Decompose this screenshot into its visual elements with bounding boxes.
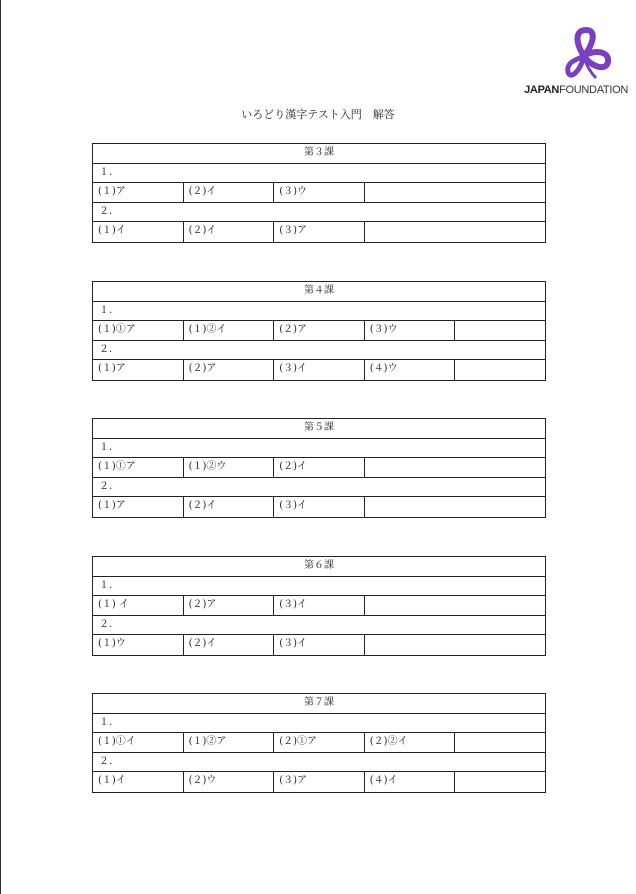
answer-cell: (２)ア xyxy=(274,321,365,340)
answer-cell: (２)②イ xyxy=(365,733,456,752)
japan-foundation-logo xyxy=(520,26,630,102)
answer-cell: (３)イ xyxy=(274,635,365,655)
answer-cell: (１)②ウ xyxy=(184,458,275,477)
answer-cell: (１)ア xyxy=(93,360,184,380)
answer-row xyxy=(93,772,545,792)
section-label: ２. xyxy=(93,341,545,361)
answer-cell: (１) イ xyxy=(93,596,184,615)
answer-row xyxy=(93,458,545,478)
answer-row xyxy=(93,360,545,380)
lesson-table xyxy=(92,556,546,656)
lesson-table xyxy=(92,281,546,381)
answer-cell: (１)②イ xyxy=(184,321,275,340)
answer-row xyxy=(93,321,545,341)
answer-cell xyxy=(455,733,545,752)
answer-row xyxy=(93,222,545,242)
answer-cell: (１)①イ xyxy=(93,733,184,752)
logo-text: JAPANFOUNDATION xyxy=(524,84,628,96)
answer-row xyxy=(93,596,545,616)
answer-cell xyxy=(365,222,545,242)
answer-cell: (３)イ xyxy=(274,596,365,615)
answer-cell: (４)ウ xyxy=(365,360,456,380)
answer-cell: (２)イ xyxy=(184,497,275,517)
section-label: ２. xyxy=(93,753,545,773)
answer-row xyxy=(93,635,545,655)
section-label: １. xyxy=(93,302,545,322)
answer-row xyxy=(93,497,545,517)
answer-cell: (４)イ xyxy=(365,772,456,792)
answer-cell: (３)ア xyxy=(274,222,365,242)
answer-cell xyxy=(365,458,545,477)
answer-cell: (２)イ xyxy=(184,635,275,655)
answer-row xyxy=(93,183,545,203)
answer-cell: (１)ア xyxy=(93,183,184,202)
page-left-border xyxy=(0,0,1,894)
answer-cell xyxy=(365,497,545,517)
answer-cell: (３)ウ xyxy=(365,321,456,340)
answer-cell: (２)イ xyxy=(274,458,365,477)
answer-cell: (３)イ xyxy=(274,497,365,517)
answer-cell xyxy=(365,596,545,615)
answer-cell: (１)イ xyxy=(93,222,184,242)
answer-cell: (１)①ア xyxy=(93,321,184,340)
lesson-heading: 第６課 xyxy=(93,557,545,577)
section-label: ２. xyxy=(93,203,545,223)
lesson-table xyxy=(92,693,546,793)
lesson-table xyxy=(92,143,546,243)
answer-cell xyxy=(455,321,545,340)
section-label: １. xyxy=(93,439,545,459)
answer-cell: (１)②ア xyxy=(184,733,275,752)
answer-cell: (２)ア xyxy=(184,596,275,615)
answer-row xyxy=(93,733,545,753)
answer-cell: (２)ウ xyxy=(184,772,275,792)
section-label: １. xyxy=(93,577,545,597)
section-label: ２. xyxy=(93,616,545,636)
document-title: いろどり漢字テスト入門 解答 xyxy=(241,108,395,121)
answer-cell: (２)イ xyxy=(184,183,275,202)
butterfly-logo-icon xyxy=(556,26,612,82)
lesson-heading: 第７課 xyxy=(93,694,545,714)
answer-cell: (１)ア xyxy=(93,497,184,517)
answer-cell: (１)イ xyxy=(93,772,184,792)
answer-cell: (３)イ xyxy=(274,360,365,380)
lesson-heading: 第３課 xyxy=(93,144,545,164)
answer-cell xyxy=(455,772,545,792)
answer-cell xyxy=(365,635,545,655)
answer-cell: (２)ア xyxy=(184,360,275,380)
section-label: １. xyxy=(93,164,545,184)
answer-cell: (１)①ア xyxy=(93,458,184,477)
answer-cell xyxy=(455,360,545,380)
section-label: ２. xyxy=(93,478,545,498)
lesson-table xyxy=(92,418,546,518)
answer-cell xyxy=(365,183,545,202)
answer-cell: (２)①ア xyxy=(274,733,365,752)
answer-cell: (１)ウ xyxy=(93,635,184,655)
answer-cell: (２)イ xyxy=(184,222,275,242)
answer-cell: (３)ア xyxy=(274,772,365,792)
lesson-heading: 第５課 xyxy=(93,419,545,439)
lesson-heading: 第４課 xyxy=(93,282,545,302)
answer-cell: (３)ウ xyxy=(274,183,365,202)
section-label: １. xyxy=(93,714,545,734)
